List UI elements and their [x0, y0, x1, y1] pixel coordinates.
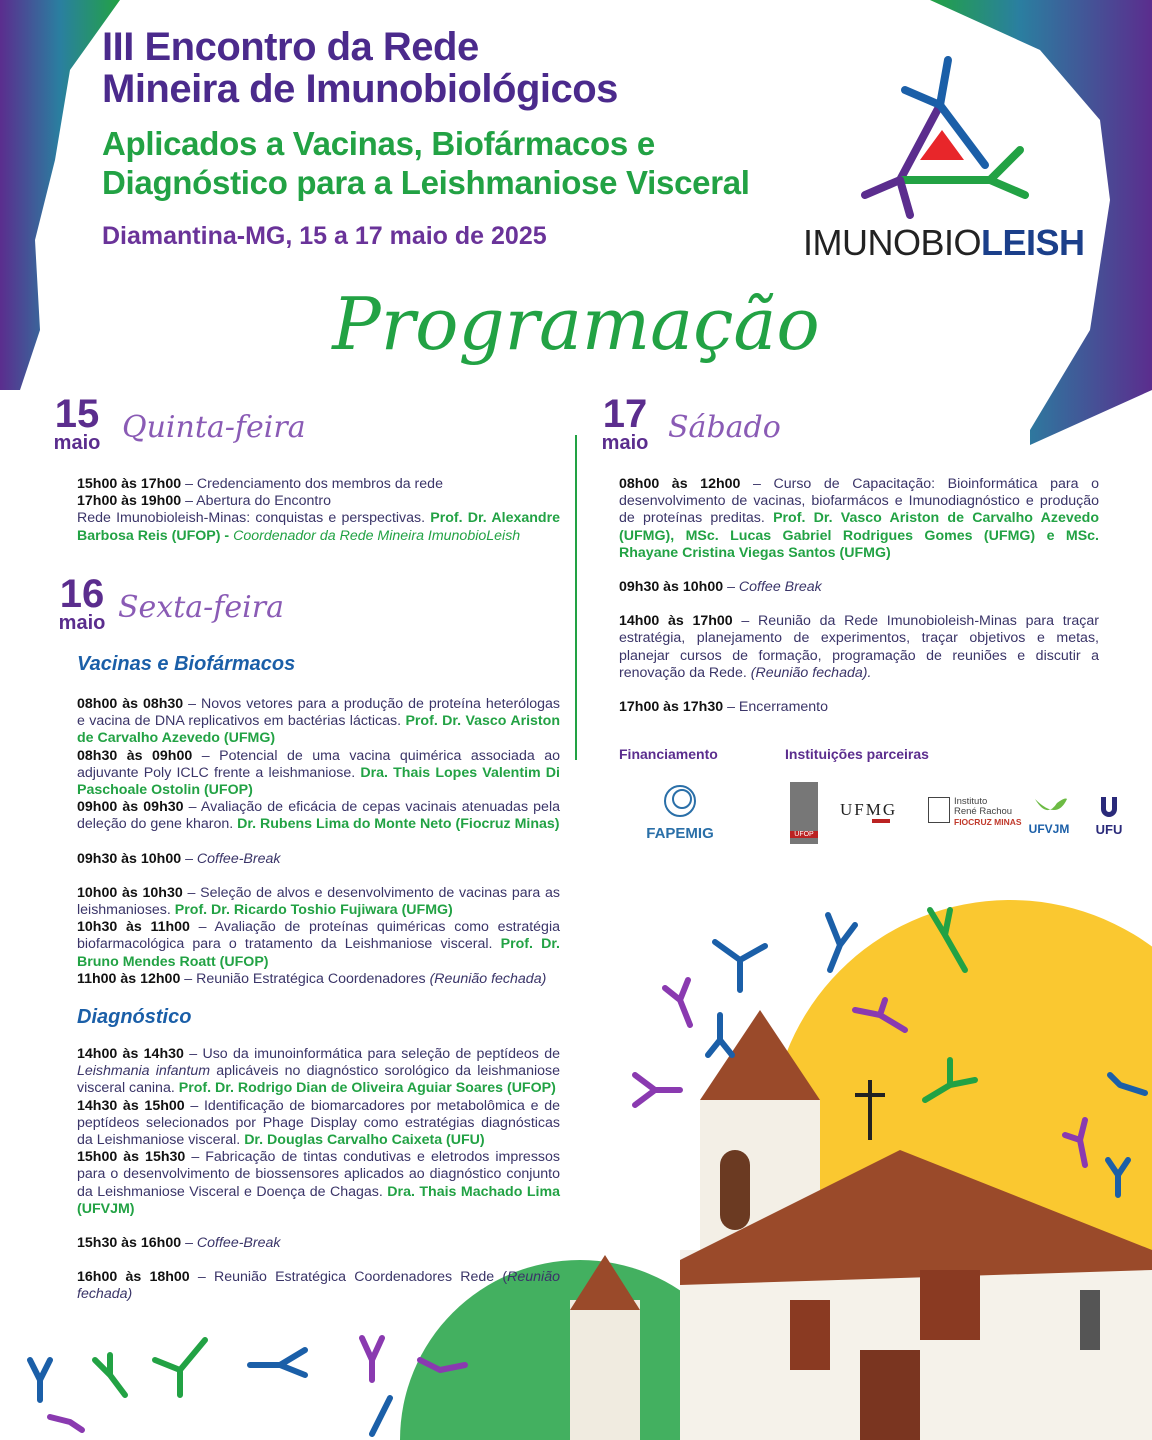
- schedule-item: 17h00 às 19h00 – Abertura do Encontro: [77, 493, 331, 510]
- title-line: Mineira de Imunobiológicos: [102, 67, 618, 111]
- ufop-text: UFOP: [790, 831, 818, 838]
- schedule-item: 09h30 às 10h00 – Coffee-Break: [77, 850, 281, 867]
- fiocruz-text: René Rachou: [954, 806, 1013, 817]
- event-title: [102, 26, 618, 110]
- section-vacinas-title: Vacinas e Biofármacos: [77, 653, 296, 675]
- event-location-date: Diamantina-MG, 15 a 17 maio de 2025: [102, 222, 547, 250]
- fapemig-text: FAPEMIG: [646, 825, 714, 842]
- ufvjm-logo: [1027, 795, 1071, 836]
- schedule-item: 08h30 às 09h00 – Potencial de uma vacina quimérica associada ao adjuvante Poly ICLC frente a leishmaniose. Dra. Thais Lopes Valentim Di Paschoale Ostolin (UFOP): [77, 747, 560, 799]
- schedule-item: 16h00 às 18h00 – Reunião Estratégica Coordenadores Rede (Reunião fechada): [77, 1269, 560, 1303]
- logo-text-b: LEISH: [981, 222, 1085, 263]
- schedule-item: 14h30 às 15h00 – Identificação de biomarcadores por metabolômica e de peptídeos selecionados por Phage Display como estratégias diagnósticas da Leishmaniose visceral. Dr. Douglas Carvalho Caixeta (UFU): [77, 1097, 560, 1149]
- day-16-date: [57, 572, 107, 634]
- section-diagnostico-title: Diagnóstico: [77, 1006, 192, 1028]
- day-number: 15: [54, 392, 100, 436]
- schedule-item: 14h00 às 17h00 – Reunião da Rede Imunobioleish-Minas para traçar estratégia, planejamento de experimentos, traçar objetivos e metas, planejar cursos de formação, programação de reuniões e discutir a renovação da Rede. (Reunião fechada).: [619, 613, 1099, 681]
- schedule-item: 09h00 às 09h30 – Avaliação de eficácia de cepas vacinais atenuadas pela deleção do gene kharon. Dr. Rubens Lima do Monte Neto (Fiocruz Minas): [77, 799, 560, 833]
- day-month: maio: [601, 432, 649, 454]
- diagnostico-schedule: [77, 1046, 560, 1304]
- column-divider: [575, 435, 577, 760]
- partners-label: Instituições parceiras: [785, 746, 929, 762]
- logo-wordmark: [803, 222, 1085, 264]
- schedule-item: 08h00 às 08h30 – Novos vetores para a produção de proteína heterólogas e vacina de DNA replicativos em bactérias lácticas. Prof. Dr. Vasco Ariston de Carvalho Azevedo (UFMG): [77, 696, 560, 747]
- ufmg-logo: UFMG: [840, 800, 898, 819]
- logo-mark-icon: [800, 50, 1100, 220]
- day-17-schedule: [619, 476, 1099, 716]
- fiocruz-building-icon: [928, 797, 950, 823]
- day-17-date: [600, 392, 650, 454]
- funding-label: Financiamento: [619, 746, 718, 762]
- ufvjm-leaf-icon: [1027, 795, 1071, 817]
- imunobioleish-logo: [800, 50, 1100, 270]
- schedule-item: 15h30 às 16h00 – Coffee-Break: [77, 1235, 281, 1252]
- ufvjm-text: UFVJM: [1028, 822, 1070, 836]
- ufop-logo: [790, 782, 818, 844]
- fapemig-mark-icon: [660, 782, 700, 820]
- event-subtitle: [102, 124, 750, 202]
- fapemig-logo: [640, 782, 720, 842]
- subtitle-line: Aplicados a Vacinas, Biofármacos e: [102, 125, 655, 162]
- ufu-logo: [1094, 795, 1124, 837]
- schedule-item: Rede Imunobioleish-Minas: conquistas e perspectivas. Prof. Dr. Alexandre Barbosa Reis (UFOP) - Coordenador da Rede Mineira ImunobioLeish: [77, 510, 561, 544]
- schedule-item: 10h30 às 11h00 – Avaliação de proteínas quiméricas como estratégia biofarmacológica para o tratamento da Leishmaniose visceral. Prof. Dr. Bruno Mendes Roatt (UFOP): [77, 919, 560, 970]
- title-line: III Encontro da Rede: [102, 25, 479, 69]
- day-15-schedule: [77, 476, 560, 545]
- fiocruz-text: FIOCRUZ MINAS: [954, 817, 1022, 827]
- schedule-item: 09h30 às 10h00 – Coffee Break: [619, 579, 822, 596]
- ufu-mark-icon: [1094, 795, 1124, 817]
- schedule-item: 17h00 às 17h30 – Encerramento: [619, 699, 829, 716]
- schedule-item: 11h00 às 12h00 – Reunião Estratégica Coordenadores (Reunião fechada): [77, 970, 547, 987]
- schedule-item: 10h00 às 10h30 – Seleção de alvos e desenvolvimento de vacinas para as leishmanioses. Prof. Dr. Ricardo Toshio Fujiwara (UFMG): [77, 884, 560, 919]
- day-15-name: Quinta-feira: [122, 410, 306, 445]
- day-month: maio: [53, 432, 101, 454]
- day-month: maio: [58, 612, 106, 634]
- program-title: Programação: [332, 282, 820, 366]
- day-15-date: [52, 392, 102, 454]
- day-number: 16: [59, 572, 105, 616]
- day-17-name: Sábado: [668, 410, 781, 445]
- day-16-name: Sexta-feira: [118, 590, 284, 625]
- day-number: 17: [602, 392, 648, 436]
- schedule-item: 15h00 às 17h00 – Credenciamento dos membros da rede: [77, 476, 443, 492]
- schedule-item: 14h00 às 14h30 – Uso da imunoinformática para seleção de peptídeos de Leishmania infantum aplicáveis no diagnóstico sorológico da leishmaniose visceral canina. Prof. Dr. Rodrigo Dian de Oliveira Aguiar Soares (UFOP): [77, 1046, 560, 1097]
- subtitle-line: Diagnóstico para a Leishmaniose Visceral: [102, 164, 750, 201]
- logo-text-a: IMUNOBIO: [803, 222, 982, 263]
- fiocruz-text: Instituto: [954, 796, 988, 807]
- fiocruz-logo: [954, 797, 1022, 827]
- schedule-item: 15h00 às 15h30 – Fabricação de tintas condutivas e eletrodos impressos para o desenvolvimento de biossensores aplicados ao diagnóstico conjunto da Leishmaniose Visceral e Doença de Chagas. Dra. Thais Machado Lima (UFVJM): [77, 1149, 560, 1217]
- schedule-item: 08h00 às 12h00 – Curso de Capacitação: Bioinformática para o desenvolvimento de vacinas, biofarmácos e Imunodiagnóstico e produção de proteínas preditas. Prof. Dr. Vasco Ariston de Carvalho Azevedo (UFMG), MSc. Lucas Gabriel Rodrigues Gomes (UFMG) e MSc. Rhayane Cristina Viegas Santos (UFMG): [619, 476, 1099, 561]
- ufu-text: UFU: [1095, 822, 1123, 837]
- ufmg-underline: [872, 819, 890, 823]
- vacinas-schedule: [77, 696, 560, 988]
